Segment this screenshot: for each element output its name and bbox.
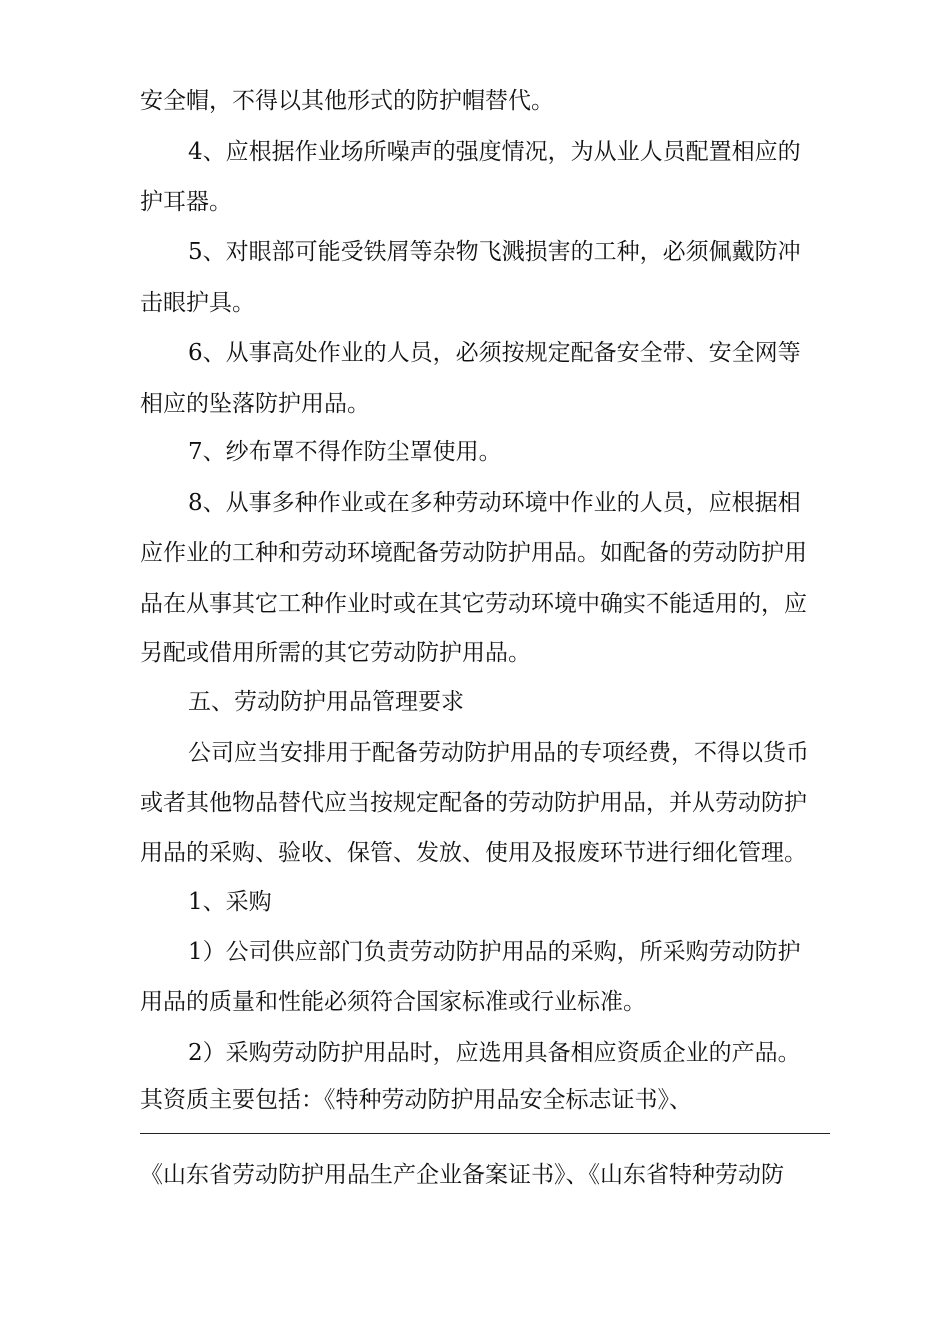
text-line: 1）公司供应部门负责劳动防护用品的采购，所采购劳动防护 [188,939,801,965]
text-line: 4、应根据作业场所噪声的强度情况，为从业人员配置相应的 [188,139,801,165]
text-line: 安全帽，不得以其他形式的防护帽替代。 [140,88,554,114]
section-heading: 五、劳动防护用品管理要求 [188,689,464,715]
text-line: 另配或借用所需的其它劳动防护用品。 [140,640,531,666]
text-line: 用品的采购、验收、保管、发放、使用及报废环节进行细化管理。 [140,840,807,866]
text-line: 用品的质量和性能必须符合国家标准或行业标准。 [140,989,646,1015]
text-line: 或者其他物品替代应当按规定配备的劳动防护用品，并从劳动防护 [140,790,807,816]
text-line: 6、从事高处作业的人员，必须按规定配备安全带、安全网等 [188,340,801,366]
text-line: 8、从事多种作业或在多种劳动环境中作业的人员，应根据相 [188,490,801,516]
footnote-text: 《山东省劳动防护用品生产企业备案证书》、《山东省特种劳动防 [140,1162,784,1188]
text-line: 公司应当安排用于配备劳动防护用品的专项经费，不得以货币 [188,740,809,766]
text-line: 其资质主要包括：《特种劳动防护用品安全标志证书》、 [140,1087,692,1113]
text-line: 5、对眼部可能受铁屑等杂物飞溅损害的工种，必须佩戴防冲 [188,239,801,265]
footnote-divider [140,1133,830,1134]
text-line: 2）采购劳动防护用品时，应选用具备相应资质企业的产品。 [188,1040,801,1066]
subheading: 1、采购 [188,889,272,915]
text-line: 击眼护具。 [140,290,255,316]
text-line: 护耳器。 [140,189,232,215]
text-line: 7、纱布罩不得作防尘罩使用。 [188,439,502,465]
text-line: 相应的坠落防护用品。 [140,391,370,417]
text-line: 应作业的工种和劳动环境配备劳动防护用品。如配备的劳动防护用 [140,540,807,566]
text-line: 品在从事其它工种作业时或在其它劳动环境中确实不能适用的，应 [140,591,807,617]
